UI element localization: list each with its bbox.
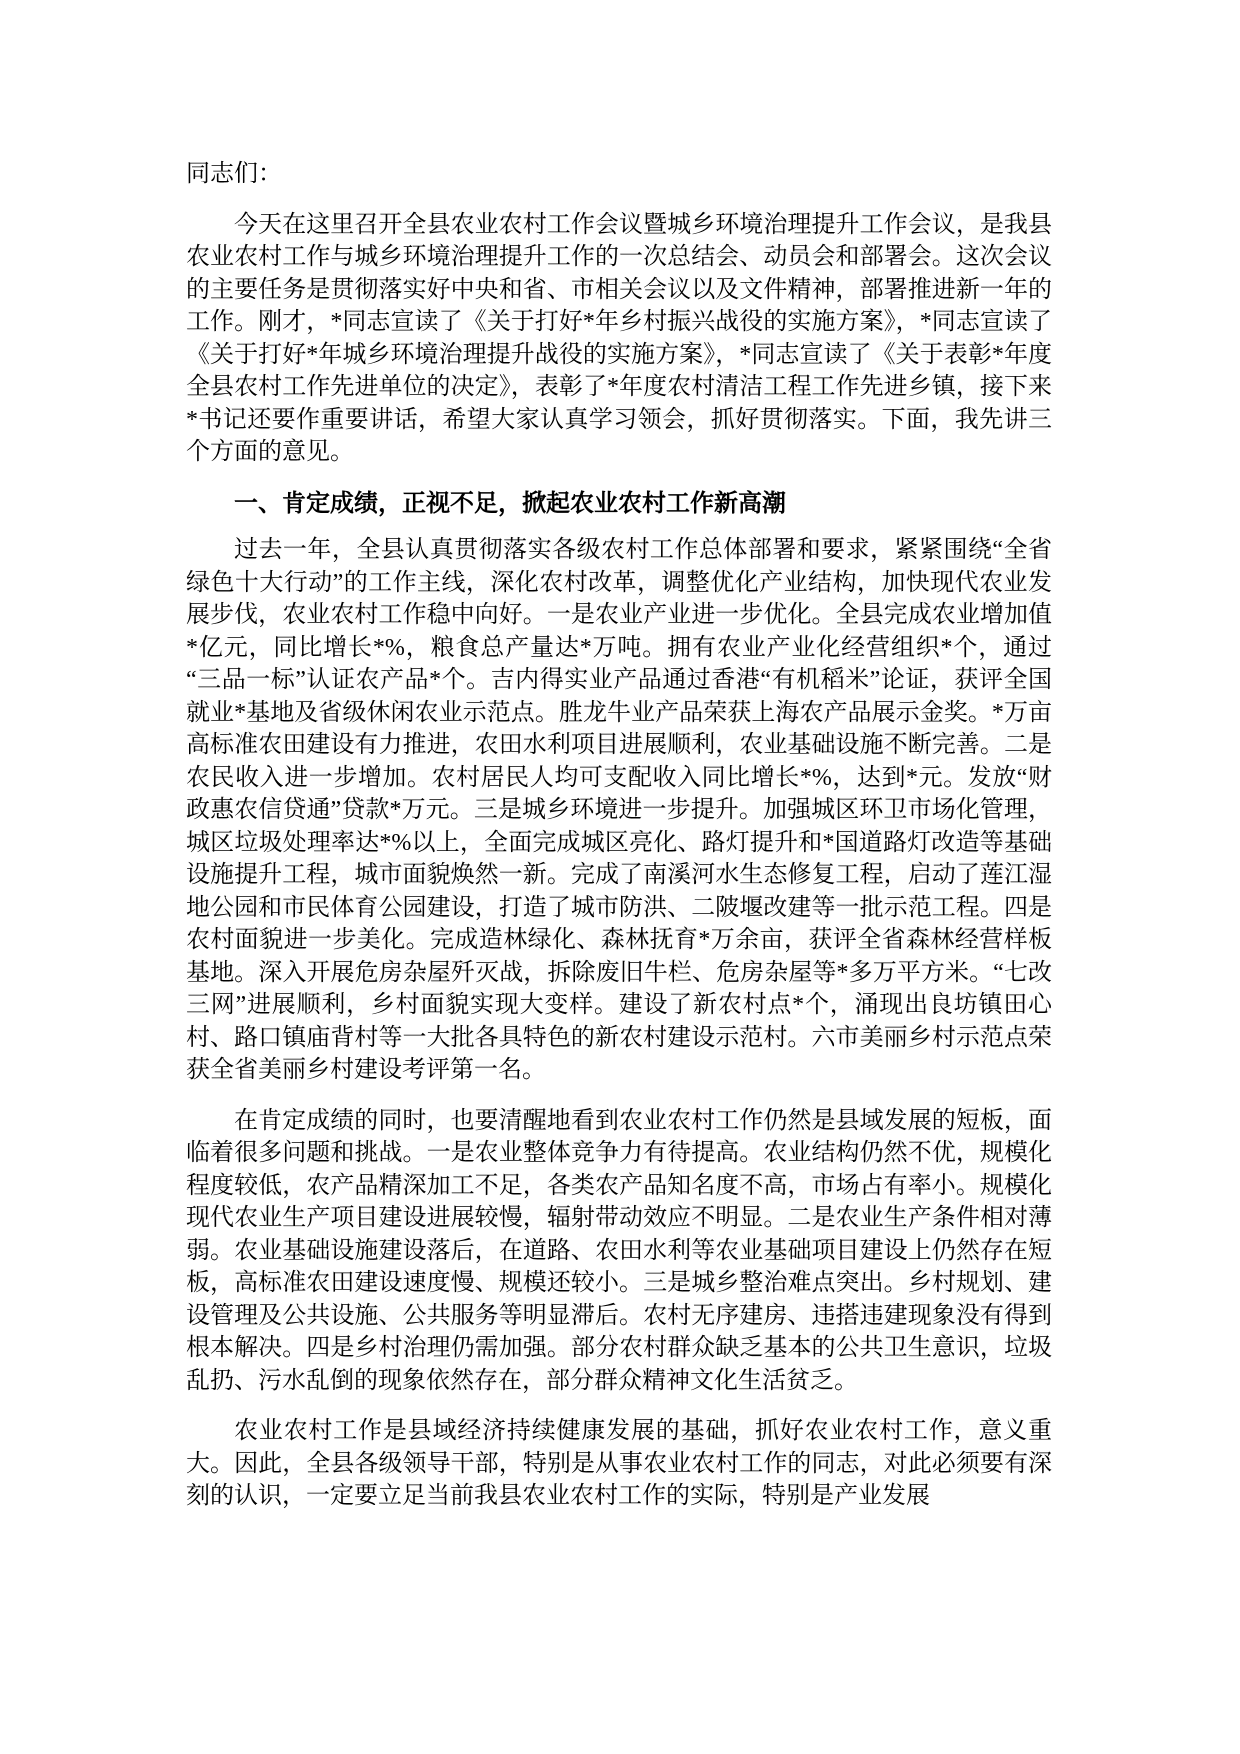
body-paragraph-problems: 在肯定成绩的同时，也要清醒地看到农业农村工作仍然是县域发展的短板，面临着很多问题和挑战。一是农业整体竞争力有待提高。农业结构仍然不优，规模化程度较低，农产品精深加工不足，各类农产品知名度不高，市场占有率小。规模化现代农业生产项目建设进展较慢，辐射带动效应不明显。二是农业生产条件相对薄弱。农业基础设施建设落后，在道路、农田水利等农业基础项目建设上仍然存在短板，高标准农田建设速度慢、规模还较小。三是城乡整治难点突出。乡村规划、建设管理及公共设施、公共服务等明显滞后。农村无序建房、违搭违建现象没有得到根本解决。四是乡村治理仍需加强。部分农村群众缺乏基本的公共卫生意识，垃圾乱扔、污水乱倒的现象依然存在，部分群众精神文化生活贫乏。	[186, 1107, 1052, 1394]
body-paragraph-significance: 农业农村工作是县域经济持续健康发展的基础，抓好农业农村工作，意义重大。因此，全县各级领导干部，特别是从事农业农村工作的同志，对此必须要有深刻的认识，一定要立足当前我县农业农村工作的实际，特别是产业发展	[186, 1418, 1052, 1509]
section-heading-1: 一、肯定成绩，正视不足，掀起农业农村工作新高潮	[234, 488, 786, 517]
intro-paragraph: 今天在这里召开全县农业农村工作会议暨城乡环境治理提升工作会议，是我县农业农村工作与城乡环境治理提升工作的一次总结会、动员会和部署会。这次会议的主要任务是贯彻落实好中央和省、市相关会议以及文件精神，部署推进新一年的工作。刚才，*同志宣读了《关于打好*年乡村振兴战役的实施方案》，*同志宣读了《关于打好*年城乡环境治理提升战役的实施方案》，*同志宣读了《关于表彰*年度全县农村工作先进单位的决定》，表彰了*年度农村清洁工程工作先进乡镇，接下来*书记还要作重要讲话，希望大家认真学习领会，抓好贯彻落实。下面，我先讲三个方面的意见。	[186, 211, 1052, 465]
salutation: 同志们：	[186, 161, 282, 187]
document-body	[186, 158, 1052, 1513]
body-paragraph-achievements: 过去一年，全县认真贯彻落实各级农村工作总体部署和要求，紧紧围绕“全省绿色十大行动”的工作主线，深化农村改革，调整优化产业结构，加快现代农业发展步伐，农业农村工作稳中向好。一是农业产业进一步优化。全县完成农业增加值*亿元，同比增长*%，粮食总产量达*万吨。拥有农业产业化经营组织*个，通过“三品一标”认证农产品*个。吉内得实业产品通过香港“有机稻米”论证，获评全国就业*基地及省级休闲农业示范点。胜龙牛业产品荣获上海农产品展示金奖。*万亩高标准农田建设有力推进，农田水利项目进展顺利，农业基础设施不断完善。二是农民收入进一步增加。农村居民人均可支配收入同比增长*%，达到*元。发放“财政惠农信贷通”贷款*万元。三是城乡环境进一步提升。加强城区环卫市场化管理，城区垃圾处理率达*%以上，全面完成城区亮化、路灯提升和*国道路灯改造等基础设施提升工程，城市面貌焕然一新。完成了南溪河水生态修复工程，启动了莲江湿地公园和市民体育公园建设，打造了城市防洪、二陂堰改建等一批示范工程。四是农村面貌进一步美化。完成造林绿化、森林抚育*万余亩，获评全省森林经营样板基地。深入开展危房杂屋歼灭战，拆除废旧牛栏、危房杂屋等*多万平方米。“七改三网”进展顺利，乡村面貌实现大变样。建设了新农村点*个，涌现出良坊镇田心村、路口镇庙背村等一大批各具特色的新农村建设示范村。六市美丽乡村示范点荣获全省美丽乡村建设考评第一名。	[186, 537, 1052, 1083]
